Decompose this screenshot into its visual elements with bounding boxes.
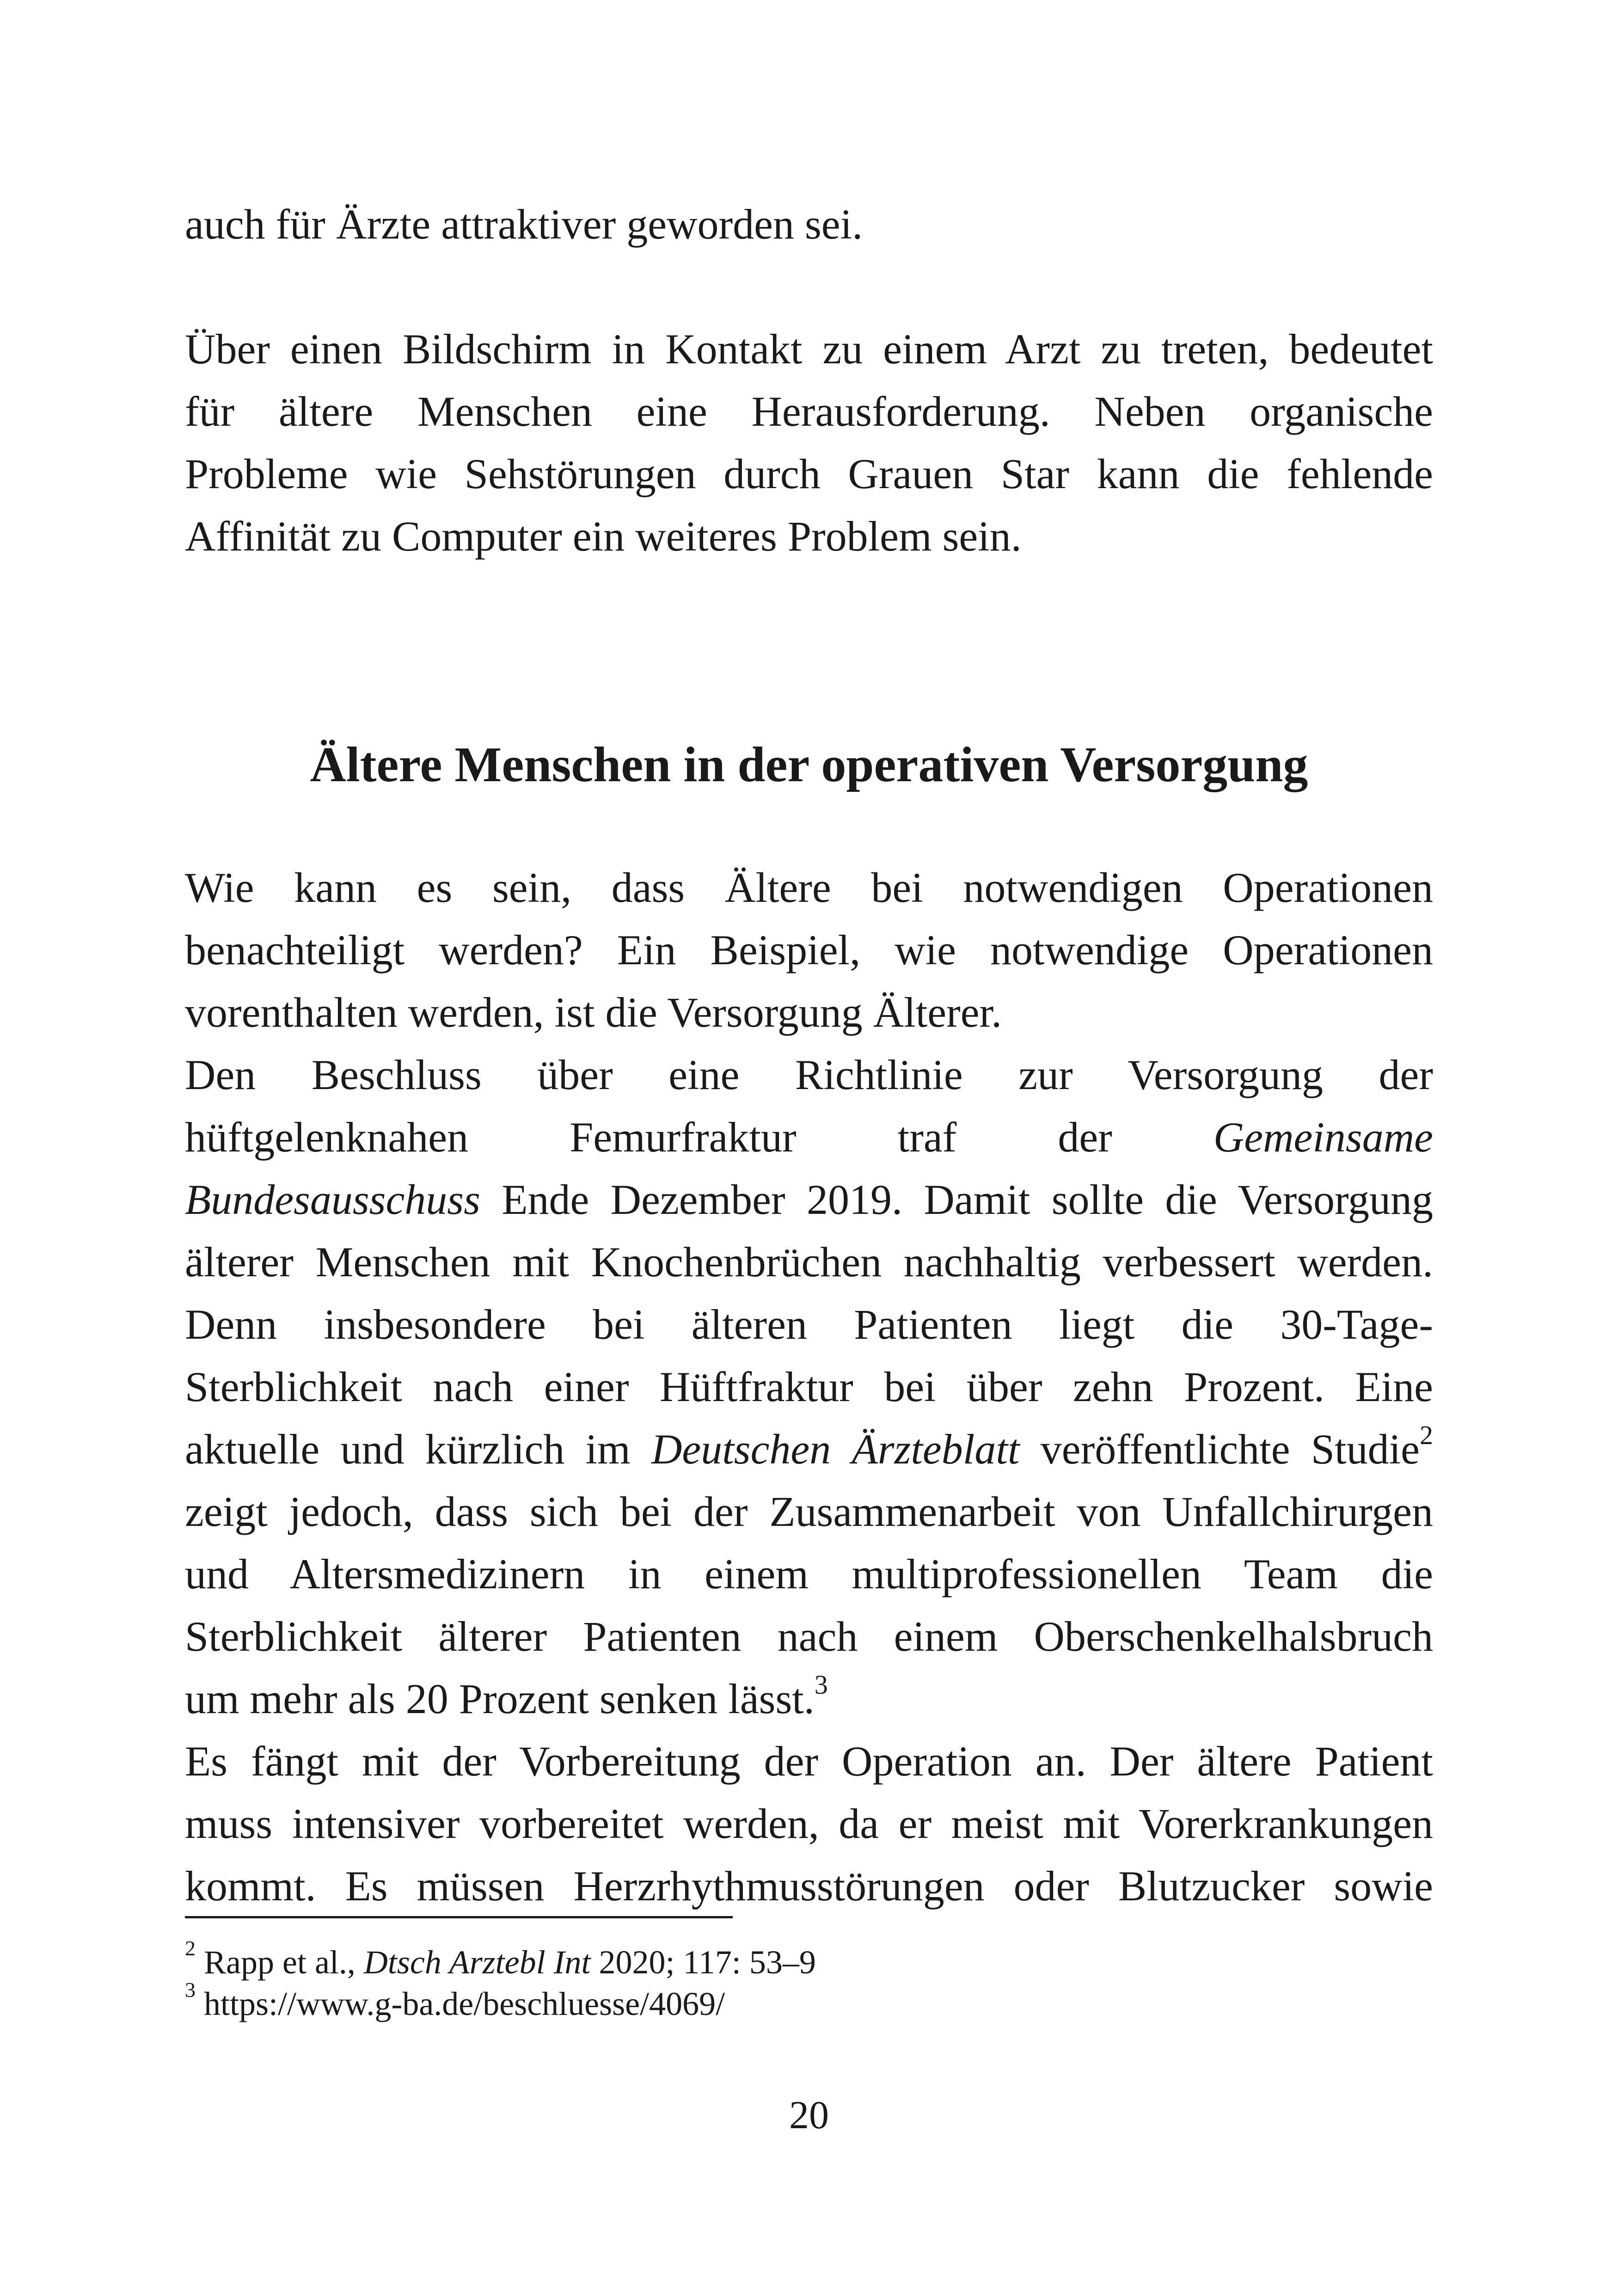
text-line: Den Beschluss über eine Richtlinie zur Versorgung der bbox=[185, 1051, 1433, 1098]
text-line: älterer Menschen mit Knochenbrüchen nachhaltig verbessert werden. bbox=[185, 1238, 1433, 1286]
footnote-marker: 3 bbox=[185, 1978, 196, 2002]
footnote-divider bbox=[185, 1916, 733, 1918]
footnote-ref-2[interactable]: 2 bbox=[1420, 1420, 1434, 1451]
italic-journal-abbrev: Dtsch Arztebl Int bbox=[363, 1944, 591, 1981]
text-run: 2020; 117: 53–9 bbox=[590, 1944, 816, 1981]
text-run: hüftgelenknahen Femurfraktur traf der bbox=[185, 1114, 1214, 1161]
text-run: Ende Dezember 2019. Damit sollte die Versorgung bbox=[480, 1176, 1433, 1223]
text-line: Probleme wie Sehstörungen durch Grauen Star kann die fehlende bbox=[185, 450, 1433, 497]
footnotes bbox=[185, 1936, 1433, 2025]
paragraph-beschluss bbox=[185, 1044, 1433, 1730]
paragraph-question bbox=[185, 857, 1433, 1044]
intro-paragraph bbox=[185, 193, 1433, 256]
footnote-ref-3[interactable]: 3 bbox=[814, 1670, 828, 1700]
text-line: Affinität zu Computer ein weiteres Problem sein. bbox=[185, 513, 1022, 560]
footnote-3 bbox=[185, 1978, 1433, 2025]
text-line: Wie kann es sein, dass Ältere bei notwendigen Operationen bbox=[185, 864, 1433, 911]
text-line: Sterblichkeit älterer Patienten nach einem Oberschenkelhalsbruch bbox=[185, 1613, 1433, 1660]
text-line: Denn insbesondere bei älteren Patienten liegt die 30-Tage- bbox=[185, 1301, 1433, 1348]
text-line: Es fängt mit der Vorbereitung der Operation an. Der ältere Patient bbox=[185, 1738, 1433, 1785]
italic-term-gemeinsame: Gemeinsame bbox=[1213, 1114, 1433, 1161]
text-line: vorenthalten werden, ist die Versorgung Älterer. bbox=[185, 989, 1002, 1036]
text-line: kommt. Es müssen Herzrhythmusstörungen oder Blutzucker sowie bbox=[185, 1862, 1433, 1910]
paragraph-screen-contact bbox=[185, 318, 1433, 568]
text-line bbox=[185, 1418, 1433, 1481]
text-line bbox=[185, 1169, 1433, 1231]
text-line: Sterblichkeit nach einer Hüftfraktur bei über zehn Prozent. Eine bbox=[185, 1363, 1433, 1410]
text-run: Rapp et al., bbox=[196, 1944, 364, 1981]
text-line: muss intensiver vorbereitet werden, da er meist mit Vorerkrankungen bbox=[185, 1800, 1433, 1847]
text-run: aktuelle und kürzlich im bbox=[185, 1426, 651, 1473]
text-run: um mehr als 20 Prozent senken lässt. bbox=[185, 1675, 815, 1722]
text-line: zeigt jedoch, dass sich bei der Zusammenarbeit von Unfallchirurgen bbox=[185, 1488, 1433, 1535]
italic-journal-title: Deutschen Ärzteblatt bbox=[651, 1426, 1020, 1473]
page-number: 20 bbox=[789, 2093, 829, 2137]
text-line: auch für Ärzte attraktiver geworden sei. bbox=[185, 201, 863, 248]
text-line: benachteiligt werden? Ein Beispiel, wie notwendige Operationen bbox=[185, 926, 1433, 974]
text-run: veröffentlichte Studie bbox=[1019, 1426, 1420, 1473]
footnote-marker: 2 bbox=[185, 1936, 196, 1960]
text-line bbox=[185, 1106, 1433, 1169]
footnote-2 bbox=[185, 1936, 1433, 1983]
text-line: Über einen Bildschirm in Kontakt zu einem Arzt zu treten, bedeutet bbox=[185, 325, 1433, 373]
text-line: für ältere Menschen eine Herausforderung. Neben organische bbox=[185, 388, 1433, 435]
italic-term-bundesausschuss: Bundesausschuss bbox=[185, 1176, 480, 1223]
text-line bbox=[185, 1668, 1433, 1730]
footnote-url-link[interactable]: https://www.g-ba.de/beschluesse/4069/ bbox=[196, 1985, 725, 2022]
text-line: und Altersmedizinern in einem multiprofessionellen Team die bbox=[185, 1550, 1433, 1598]
section-heading: Ältere Menschen in der operativen Versorgung bbox=[310, 737, 1308, 792]
paragraph-vorbereitung bbox=[185, 1730, 1433, 1917]
